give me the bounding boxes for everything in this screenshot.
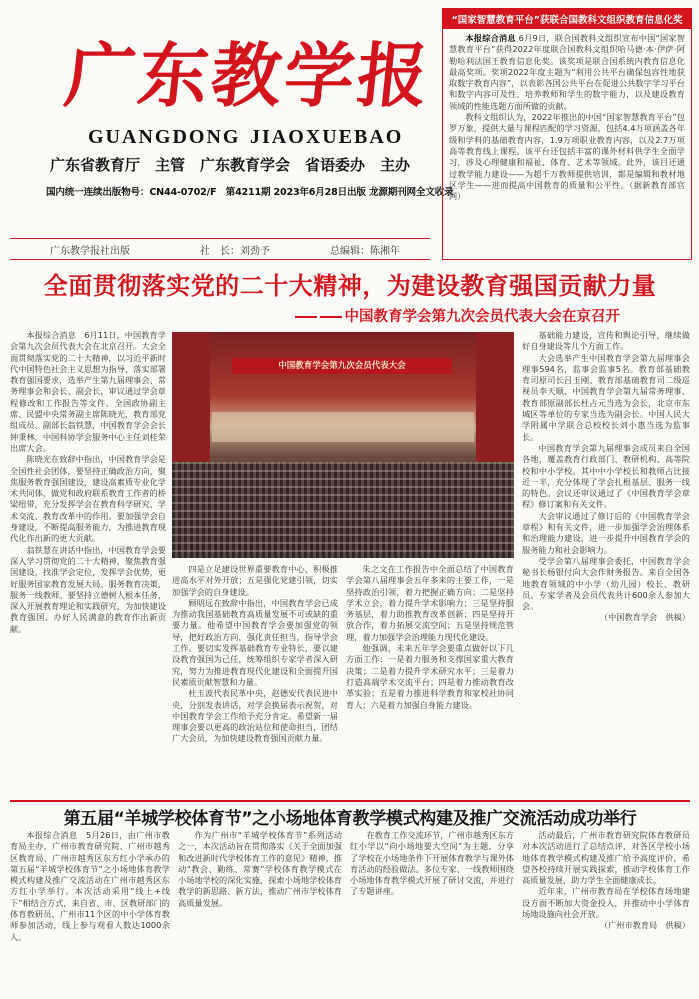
lead-column-2: 四是立足建设世界重要教育中心，积极推进高水平对外开放；五是强化党建引领，切实加强学会的自身建设。 顾明远在致辞中指出，中国教育学会已成为推动我国基础教育高质量发展不可或缺的重要力量。他希望中国教育学会要加强党的领导，把好政治方向，强化责任担当，指导学会工作。要切实发挥基础教育专业特长，要以建设教育强国为己任，统筹组织专家学者深入研究，努力为推进教育现代化建设和全面提升国民素质贡献智慧和力量。 杜玉波代表民革中央，赵德安代表民进中央，分别发表讲话，对学会换届表示祝贺，对中国教育学会工作给予充分肯定。希望新一届理事会要以更高的政治站位和使命担当，团结广大会员，为加快建设教育强国贡献力量。: [172, 564, 338, 744]
brief-credit: （据新教育部官网）: [449, 179, 685, 202]
editor-label: 总编辑：陈湘年: [330, 245, 400, 257]
second-column-2: 作为广州市“羊城学校体育节”系列活动之一，本次活动旨在贯彻落实《关于全面加强和改进新时代学校体育工作的意见》精神，推动“教会、勤练、常赛”学校体育教学模式在小场地学校的深化实施，探索小场地学校体育教学的新思路、新方法，推动广州市学校体育高质量发展。: [178, 830, 342, 908]
section-divider: [10, 800, 690, 802]
pinyin-guangdong: GUANGDONG: [88, 126, 241, 148]
lead-headline: 全面贯彻落实党的二十大精神，为建设教育强国贡献力量: [43, 272, 657, 300]
second-column-3: 在教育工作交流环节，广州市越秀区东方红小学以“向小场地要大空间”为主题，分享了学校在小场地条件下开展体育教学与课外体育活动的经验做法。多位专家、一线教师围绕小场地体育教学模式开展了研讨交流，并进行了专题讲座。: [350, 830, 514, 897]
brief-lead: 本报综合消息: [465, 33, 516, 43]
publisher-label: 广东教学报社出版: [50, 245, 130, 257]
second-column-4: 活动最后，广州市教育研究院体育教研员对本次活动进行了总结点评，对各区学校小场地体育教学模式构建及推广给予高度评价，希望各校持续开展实践探索，推动学校体育工作高质量发展，助力学生全面健康成长。 近年来，广州市教育局在学校体育场地建设方面不断加大资金投入，并推动中小学体育场地设施向社会开放。 （广州市教育局 供稿）: [522, 830, 690, 931]
lead-column-4: 基础能力建设，宣传和舆论引导，继续做好自身建设等几个方面工作。 大会选举产生中国教育学会第九届理事会理事594名，监事会监事5名。教育部基础教育司原司长吕玉刚、教育部基础教育司二级巡视员李天顺、中国教育学会第九届常务理事、教育部原副部长杜占元当选为会长，北京市东城区等单位的专家当选为副会长。中国人民大学附属中学联合总校校长刘小惠当选为监事长。 中国教育学会第九届理事会成员来自全国各地，覆盖教育行政部门、教研机构、高等院校和中小学校。其中中小学校长和教师占比接近一半，充分体现了学会扎根基层、服务一线的特色。会议还审议通过了《中国教育学会章程》修订案和有关文件。 大会审议通过了修订后的《中国教育学会章程》和有关文件，进一步加强学会治理体系和治理能力建设，进一步提升中国教育学会的服务能力和社会影响力。 受学会第八届理事会委托，中国教育学会秘书长杨银付向大会作财务报告。来自全国各地教育领域的中小学（幼儿园）校长、教研员、专家学者及会员代表共计600余人参加大会。 （中国教育学会 供稿）: [522, 330, 690, 623]
lead-headline-band: [10, 266, 690, 324]
brief-title: “国家智慧教育平台”获联合国教科文组织教育信息化奖: [443, 9, 691, 29]
lead-credit: （中国教育学会 供稿）: [599, 612, 690, 623]
lead-column-3: 朱之文在工作报告中全面总结了中国教育学会第八届理事会五年多来的主要工作，一是坚持政治引领，着力把握正确方向；二是坚持学术立会，着力提升学术影响力；三是坚持服务基层，着力助推教育改革创新；四是坚持开放合作，着力拓展交流空间；五是坚持规范管理，着力加强学会治理能力现代化建设。 他强调，未来五年学会要重点做好以下几方面工作：一是着力服务和支撑国家重大教育决策；二是着力提升学术研究水平；三是着力打造高端学术交流平台；四是着力推动教育改革实验；五是着力推进科学教育和家校社协同育人；六是着力加强自身能力建设。: [346, 564, 514, 710]
second-column-1: 本报综合消息 5月26日，由广州市教育局主办，广州市教育研究院、广州市越秀区教育局、广州市越秀区东方红小学承办的第五届“羊城学校体育节”之小场地体育教学模式构建及推广交流活动在广州市越秀区东方红小学举行。本次活动采用“线上+线下”相结合方式，来自省、市、区教研部门的体育教研员、广州市11个区的中小学体育教师参加活动，线上参与观看人数达1000余人。: [10, 830, 170, 942]
masthead: [10, 6, 454, 234]
second-credit: （广州市教育局 供稿）: [599, 920, 690, 931]
brief-para-2: 教科文组织认为，2022年推出的中国“国家智慧教育平台”包罗万象，提供大量与课程匹配的学习资源，包括4.4万项涵盖各年级和学科的基础教育内容，1.9万项职业教育内容，以及2.7万项高等教育线上课程。该平台还包括丰富的课外材料供学生全面学习，涉及心理健康和福祉、体育、艺术等领域。此外，该目还通过教学能力建设——为超千万教师提供培训，都是编辑和教材地区学生——进而提高中国教育的质量和公平性。（据新教育部官网）: [449, 112, 685, 202]
lead-subhead: 中国教育学会第九次会员代表大会在京召开: [10, 305, 690, 326]
photo-banner: 中国教育学会第九次会员代表大会: [232, 358, 452, 374]
sponsors-line: 广东省教育厅 主管 广东教育学会 省语委办 主办: [50, 156, 411, 174]
newspaper-logo: 广东教学报: [61, 34, 435, 117]
issn-line: 国内统一连续出版物号：CN44-0702/F 第4211期 2023年6月28日出版 龙源期刊网全文收录: [46, 187, 454, 198]
lead-column-1: 本报综合消息 6月11日，中国教育学会第九次会员代表大会在北京召开。大会全面贯彻落实党的二十大精神，以习近平新时代中国特色社会主义思想为指导，落实部署教育强国要求，选举产生第九届理事会、常务理事会和会长、副会长，审议通过学会章程修改和工作报告等文件。全国政协副主席、民盟中央常务副主席陈晓光，教育部党组成员、副部长翁铁慧，中国教育学会会长钟秉林，中国科协学会服务中心主任刘桂荣出席大会。 陈晓光在致辞中指出，中国教育学会是全国性社会团体，要坚持正确政治方向，聚焦服务教育强国建设，建设高素质专业化学术共同体，做党和政府联系教育工作者的桥梁纽带，充分发挥学会在教育科学研究、学术交流、教育改革中的作用。要加强学会自身建设，不断提高服务能力，为推进教育现代化作出新的更大贡献。 翁铁慧在讲话中指出，中国教育学会要深入学习贯彻党的二十大精神，聚焦教育强国建设，找准学会定位，发挥学会优势，更好服务国家教育发展大局、服务教育决策、服务一线教师。要坚持立德树人根本任务，深入开展教育理论和实践研究，为加快建设教育强国、办好人民满意的教育作出新贡献。: [10, 330, 166, 634]
second-headline: 第五届“羊城学校体育节”之小场地体育教学模式构建及推广交流活动成功举行: [63, 809, 637, 829]
news-brief-box: [442, 8, 692, 260]
pinyin-jiaoxuebao: JIAOXUEBAO: [250, 126, 404, 148]
brief-para-1: 本报综合消息 6月9日，联合国教科文组织宣布中国“国家智慧教育平台”获得2022年度联合国教科文组织哈马德·本·伊萨·阿勒哈利法国王教育信息化奖。该奖项是联合国系统内教育信息化最高奖项。奖项2022年度主题为“利用公共平台确保包容性地获取数字教育内容”，以表彰各国公共平台在促进公共数字学习平台和数字内容可及性、培养教师和学生的数字能力，以及建设教育领域的性能选题方面所做的贡献。: [449, 33, 685, 111]
staff-bar: [10, 238, 430, 260]
president-label: 社 长：刘劲予: [200, 245, 270, 257]
conference-photo: [172, 332, 514, 558]
